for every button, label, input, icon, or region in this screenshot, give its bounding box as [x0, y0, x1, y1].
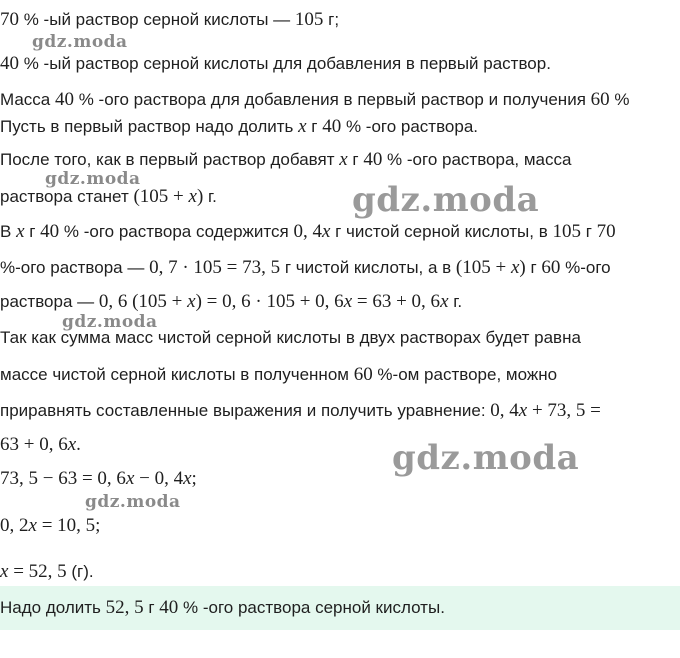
text-line-1: 70 % -ый раствор серной кислоты — 105 г;: [0, 9, 340, 30]
text-line-2: 40 % -ый раствор серной кислоты для добавления в первый раствор.: [0, 53, 551, 74]
watermark: gdz.moda: [32, 32, 128, 52]
text-line-13: 63 + 0, 6x.: [0, 434, 81, 455]
watermark: gdz.moda: [85, 492, 181, 512]
watermark: gdz.moda: [45, 169, 141, 189]
text-line-12: приравнять составленные выражения и получить уравнение: 0, 4x + 73, 5 =: [0, 400, 601, 421]
text-line-9: раствора — 0, 6 (105 + x) = 0, 6 · 105 + 0, 6x = 63 + 0, 6x г.: [0, 291, 463, 312]
text-line-6: раствора станет (105 + x) г.: [0, 186, 217, 207]
watermark: gdz.moda: [392, 438, 580, 478]
text-line-16: x = 52, 5 (г).: [0, 561, 94, 582]
text-line-8: %-ого раствора — 0, 7 · 105 = 73, 5 г чистой кислоты, а в (105 + x) г 60 %-ого: [0, 257, 611, 278]
text-line-3: Масса 40 % -ого раствора для добавления в первый раствор и получения 60 %: [0, 89, 630, 110]
text-line-5: После того, как в первый раствор добавят x г 40 % -ого раствора, масса: [0, 149, 572, 170]
text-line-7: В x г 40 % -ого раствора содержится 0, 4x г чистой серной кислоты, в 105 г 70: [0, 221, 616, 242]
watermark: gdz.moda: [62, 312, 158, 332]
text-line-11: массе чистой серной кислоты в полученном 60 %-ом растворе, можно: [0, 364, 558, 385]
watermark: gdz.moda: [352, 180, 540, 220]
text-line-10: Так как сумма масс чистой серной кислоты в двух растворах будет равна: [0, 328, 581, 347]
text-line-14: 73, 5 − 63 = 0, 6x − 0, 4x;: [0, 468, 197, 489]
text-line-15: 0, 2x = 10, 5;: [0, 515, 101, 536]
answer-line: Надо долить 52, 5 г 40 % -ого раствора серной кислоты.: [0, 597, 445, 618]
text-line-4: Пусть в первый раствор надо долить x г 40 % -ого раствора.: [0, 116, 479, 137]
